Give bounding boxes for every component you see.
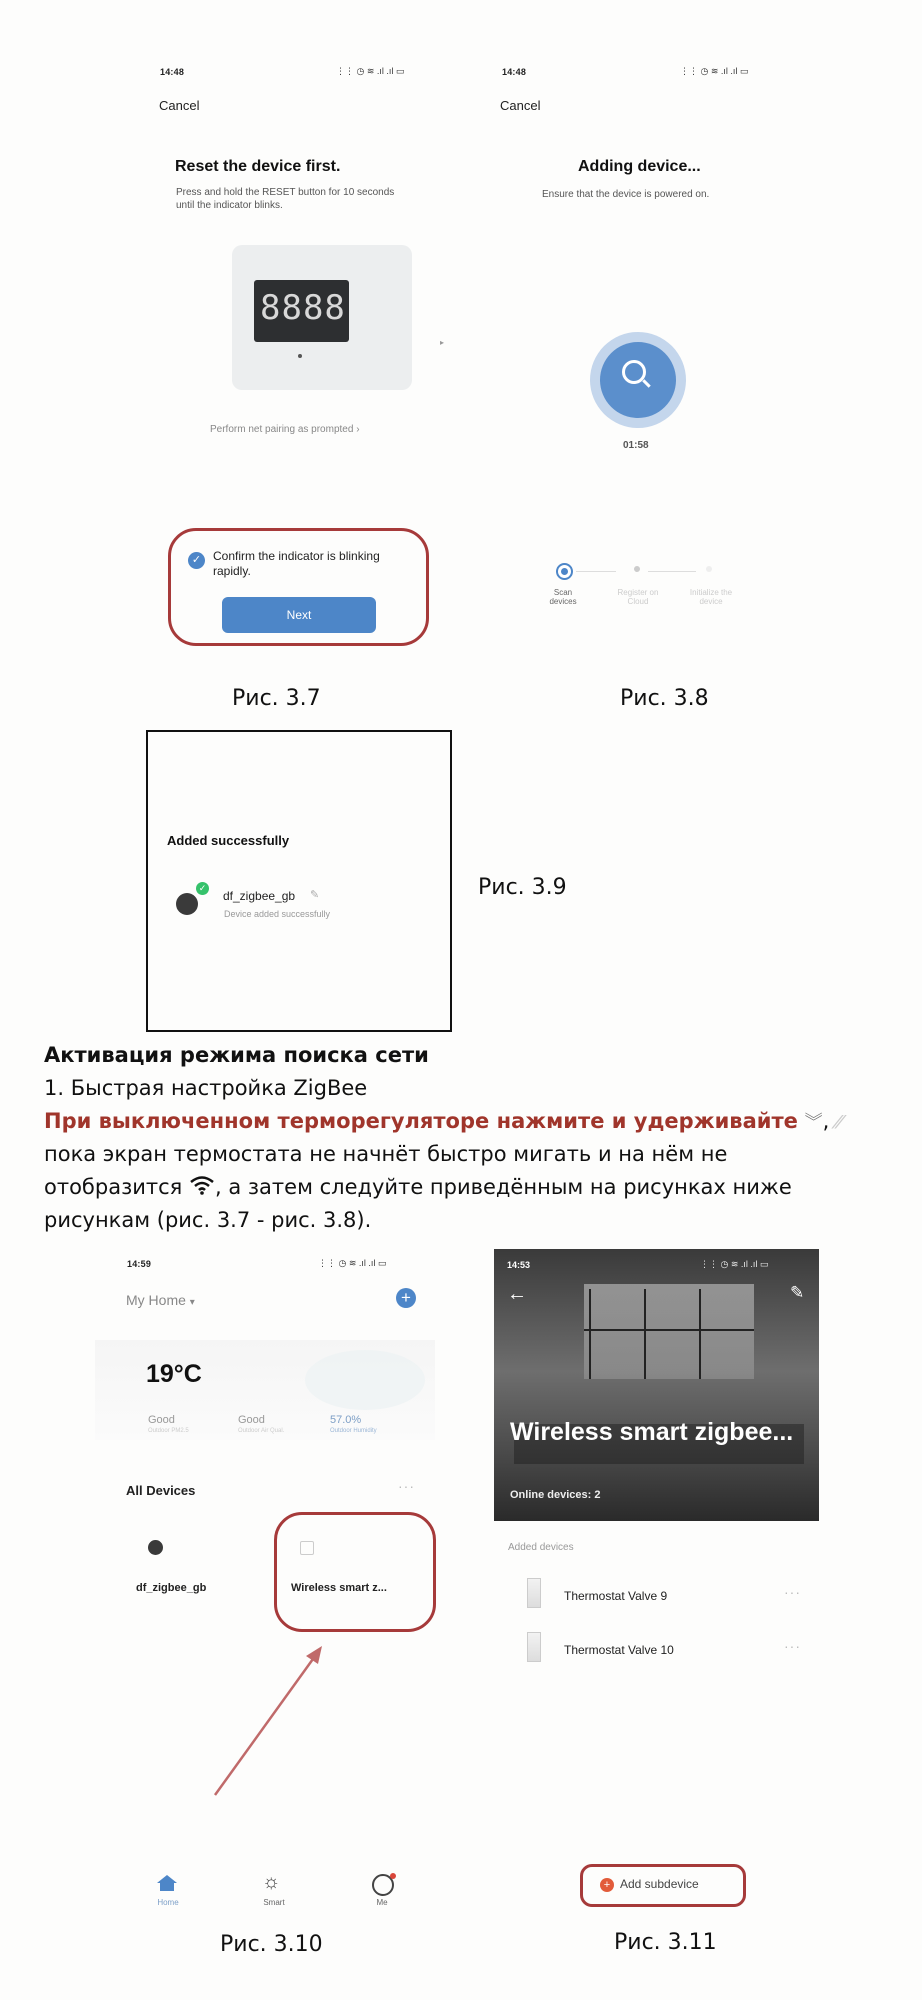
gateway-highlight <box>274 1512 436 1632</box>
step-init-dot <box>706 566 712 572</box>
success-check-icon: ✓ <box>196 882 209 895</box>
device-card-1-name[interactable]: df_zigbee_gb <box>136 1582 207 1594</box>
status-icons: ⋮⋮ ◷ ≋ .ıl .ıl ▭ <box>336 66 405 76</box>
double-chevron-down-icon: ︾ <box>804 1112 823 1133</box>
add-device-icon[interactable]: + <box>396 1288 416 1308</box>
gateway-hero-image <box>494 1249 819 1521</box>
confirm-checkbox-label: Confirm the indicator is blinking rapidly. <box>213 549 380 578</box>
nav-smart-label[interactable]: Smart <box>263 1898 285 1907</box>
caption-3-9: Рис. 3.9 <box>478 875 567 900</box>
step-register-label: Register on Cloud <box>617 588 659 606</box>
added-successfully-title: Added successfully <box>167 833 290 848</box>
device-thermostat-icon <box>148 1540 163 1555</box>
added-device-status: Device added successfully <box>224 909 331 919</box>
stat-air-label: Outdoor Air Qual. <box>238 1428 285 1434</box>
carousel-arrow-icon: ▸ <box>440 338 445 347</box>
wifi-icon <box>189 1173 215 1204</box>
stat-humidity-label: Outdoor Humidity <box>330 1428 377 1434</box>
step-scan-label: Scan devices <box>549 588 577 606</box>
caption-3-10: Рис. 3.10 <box>220 1932 323 1957</box>
status-icons: ⋮⋮ ◷ ≋ .ıl .ıl ▭ <box>318 1258 387 1268</box>
cancel-button[interactable]: Cancel <box>159 98 200 113</box>
success-frame <box>146 730 452 1032</box>
red-instruction-line: При выключенном терморегуляторе нажмите и удерживайте ︾, ⁄⁄ <box>44 1109 842 1133</box>
stat-air-value: Good <box>238 1414 265 1426</box>
cancel-button[interactable]: Cancel <box>500 98 541 113</box>
nav-smart-icon[interactable]: ☼ <box>262 1871 281 1893</box>
check-circle-icon[interactable]: ✓ <box>188 552 205 569</box>
reset-description: Press and hold the RESET button for 10 seconds until the indicator blinks. <box>176 187 395 211</box>
edit-icon[interactable]: ✎ <box>790 1283 805 1302</box>
step-init-label: Initialize the device <box>689 588 733 606</box>
annotation-arrow <box>210 1640 330 1800</box>
instruction-line-3: отобразится , а затем следуйте приведённым на рисунках ниже <box>44 1172 792 1204</box>
adding-description: Ensure that the device is powered on. <box>542 189 710 200</box>
nav-home-label[interactable]: Home <box>157 1898 179 1907</box>
item-2-more-icon[interactable]: ··· <box>784 1638 801 1654</box>
valve-device-icon <box>527 1632 541 1662</box>
status-icons: ⋮⋮ ◷ ≋ .ıl .ıl ▭ <box>700 1259 769 1269</box>
instruction-line-2: пока экран термостата не начнёт быстро мигать и на нём не <box>44 1142 728 1166</box>
added-device-name[interactable]: df_zigbee_gb <box>223 889 296 903</box>
temperature-value: 19°C <box>146 1360 202 1388</box>
gateway-device-icon <box>300 1541 314 1555</box>
indicator-dot <box>298 354 302 358</box>
valve-device-icon <box>527 1578 541 1608</box>
back-arrow-icon[interactable]: ← <box>507 1283 527 1305</box>
pairing-hint-link[interactable]: Perform net pairing as prompted › <box>210 424 360 435</box>
display-digits: 8888 <box>260 288 346 328</box>
item-1-more-icon[interactable]: ··· <box>784 1584 801 1600</box>
step-scan-dot <box>556 563 573 580</box>
status-time: 14:48 <box>502 67 527 77</box>
stat-pm-label: Outdoor PM2.5 <box>148 1428 189 1434</box>
add-subdevice-button[interactable]: Add subdevice <box>620 1877 699 1891</box>
caption-3-7: Рис. 3.7 <box>232 686 321 711</box>
caption-3-11: Рис. 3.11 <box>614 1930 717 1955</box>
nav-me-label[interactable]: Me <box>376 1898 388 1907</box>
gateway-title: Wireless smart zigbee... <box>510 1418 794 1446</box>
home-selector[interactable]: My Home ▾ <box>126 1292 195 1308</box>
nav-me-icon[interactable] <box>372 1874 394 1896</box>
caption-3-8: Рис. 3.8 <box>620 686 709 711</box>
added-devices-label: Added devices <box>508 1542 574 1553</box>
section-heading: Активация режима поиска сети <box>44 1043 429 1067</box>
chevron-right-icon: › <box>356 424 360 435</box>
reset-title: Reset the device first. <box>175 158 341 175</box>
all-devices-title: All Devices <box>126 1483 196 1498</box>
countdown-timer: 01:58 <box>623 440 649 451</box>
weather-card <box>95 1340 435 1440</box>
device-card-2-name[interactable]: Wireless smart z... <box>291 1582 387 1594</box>
instruction-line-4: рисункам (рис. 3.7 - рис. 3.8). <box>44 1208 372 1232</box>
device-item-2[interactable]: Thermostat Valve 10 <box>564 1643 674 1657</box>
device-item-1[interactable]: Thermostat Valve 9 <box>564 1589 668 1603</box>
stat-humidity-value: 57.0% <box>330 1414 362 1426</box>
adding-title: Adding device... <box>578 158 701 175</box>
status-time: 14:48 <box>160 67 185 77</box>
caret-down-icon: ▾ <box>189 1297 195 1308</box>
status-icons: ⋮⋮ ◷ ≋ .ıl .ıl ▭ <box>680 66 749 76</box>
next-button[interactable]: Next <box>222 597 376 633</box>
stat-pm-value: Good <box>148 1414 175 1426</box>
step-register-dot <box>634 566 640 572</box>
thermostat-image <box>232 245 412 390</box>
add-circle-icon[interactable]: + <box>600 1878 614 1892</box>
status-time: 14:53 <box>507 1260 531 1270</box>
section-subheading: 1. Быстрая настройка ZigBee <box>44 1076 368 1100</box>
device-avatar <box>176 893 198 915</box>
scan-progress-ring <box>590 332 686 428</box>
more-options-icon[interactable]: ··· <box>398 1478 415 1494</box>
online-devices-count: Online devices: 2 <box>510 1489 601 1501</box>
nav-home-icon[interactable] <box>156 1874 180 1897</box>
edit-pencil-icon[interactable]: ✎ <box>310 889 320 901</box>
status-time: 14:59 <box>127 1259 152 1269</box>
